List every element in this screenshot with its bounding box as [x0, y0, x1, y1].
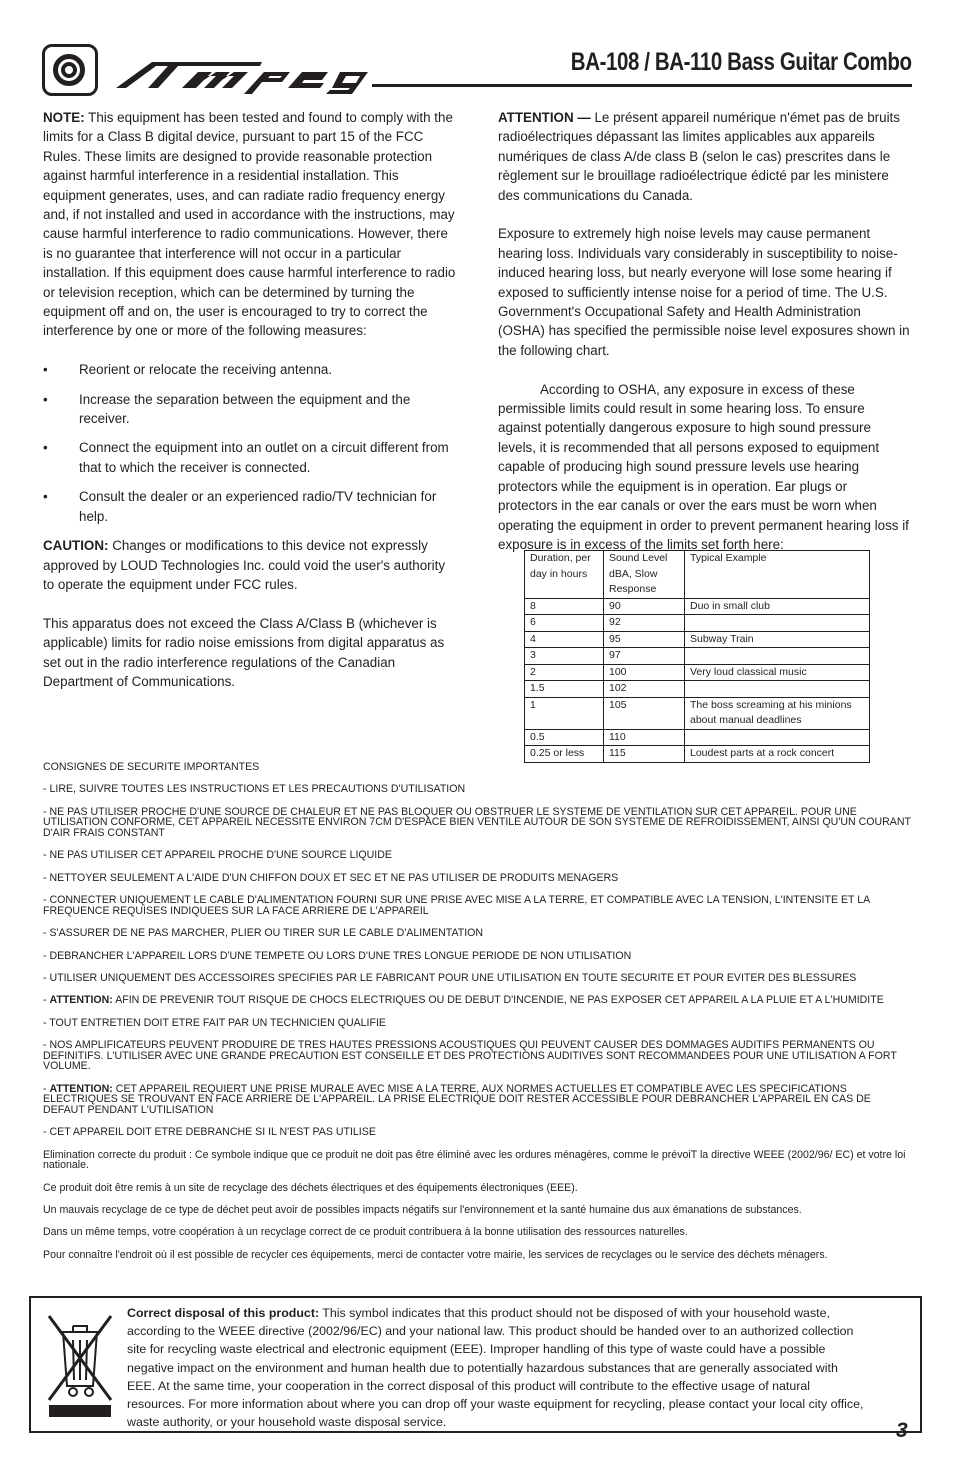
disposal-label: Correct disposal of this product:	[127, 1306, 320, 1320]
french-item: - CET APPAREIL DOIT ETRE DEBRANCHE SI IL N'EST PAS UTILISE	[43, 1126, 376, 1139]
list-item: • Connect the equipment into an outlet on a circuit different from that to which the receiver is connected.	[43, 440, 449, 475]
french-paragraph: Ce produit doit être remis à un site de recyclage des déchets électriques et des équipements électroniques (EEE).	[43, 1181, 578, 1194]
french-item: - ATTENTION: AFIN DE PREVENIR TOUT RISQUE DE CHOCS ELECTRIQUES OU DE DEBUT D'INCENDIE, NE PAS EXPOSER CET APPAREIL A LA PLUIE ET A L'HUMIDITE	[43, 994, 884, 1007]
note-text: This equipment has been tested and found to comply with the limits for a Class B digital device, pursuant to part 15 of the FCC Rules. These limits are designed to provide reasonable protection against harmful interference in a residential installation. This equipment generates, uses, and can radiate radio frequency energy and, if not installed and used in accordance with the instructions, may cause harmful interference to radio communications. However, there is no guarantee that interference will not occur in a particular installation. If this equipment does cause harmful interference to radio or television reception, which can be determined by turning the equipment off and on, the user is encouraged to try to correct the interference by one or more of the following measures:	[43, 110, 456, 339]
french-paragraph: Dans un même temps, votre coopération à un recyclage correct de ce produit contribuera à la bonne utilisation des ressources naturelles.	[43, 1226, 688, 1239]
exposure-paragraph: Exposure to extremely high noise levels may cause permanent hearing loss. Individuals vary considerably in susceptibility to noise-induced hearing loss, but nearly everyone will lose some hearing if exposed to sufficiently intense noise for a period of time. The U.S. Government's Occupational Safety and Health Administration (OSHA) has specified the permissible noise level exposures shown in the following chart.	[498, 226, 910, 358]
ampeg-wordmark	[112, 52, 432, 96]
french-paragraph: Pour connaître l'endroit où il est possible de recycler ces équipements, merci de contacter votre mairie, les services de recyclages ou le service des déchets ménagers.	[43, 1248, 828, 1261]
page-title: BA-108 / BA-110 Bass Guitar Combo	[571, 48, 912, 76]
apparatus-paragraph: This apparatus does not exceed the Class A/Class B (whichever is applicable) limits for radio noise emissions from digital apparatus as set out in the radio interference regulations of the Canadian Department of Communications.	[43, 615, 445, 689]
osha-paragraph: According to OSHA, any exposure in excess of these permissible limits could result in some hearing loss. To ensure against potentially dangerous exposure to high sound pressure levels, it is recommended that all persons exposed to equipment capable of producing high sound pressure levels use hearing protectors while the equipment is in operation. Ear plugs or protectors in the ear canals or over the ears must be worn when operating the equipment in order to prevent permanent hearing loss if exposure is in excess of the limits set forth here:	[498, 381, 909, 552]
fcc-note	[43, 108, 459, 341]
fcc-measures-list	[43, 360, 459, 526]
ampeg-logo-icon	[42, 44, 98, 96]
table-row: 8 90 Duo in small club	[525, 598, 870, 615]
disposal-notice-box	[29, 1296, 922, 1433]
french-item: - NE PAS UTILISER CET APPAREIL PROCHE D'UNE SOURCE LIQUIDE	[43, 849, 392, 862]
disposal-body: This symbol indicates that this product should not be disposed of with your household waste, according to the WEEE directive (2002/96/EC) and your national law. This product should be handed over to an authorized collection site for recycling waste electrical and electronic equipment (EEE). Improper handling of this type of waste could have a possible negative impact on the environment and human health due to potentially hazardous substances that are generally associated with EEE. At the same time, your cooperation in the correct disposal of this product will contribute to the effective usage of natural resources. For more information about where you can drop off your waste equipment for recycling, please contact your local city office, waste authority, or your household waste disposal service.	[127, 1306, 864, 1430]
bullet-icon: •	[43, 391, 48, 407]
bullet-icon: •	[43, 489, 48, 505]
table-row: 3 97	[525, 648, 870, 665]
list-item: • Consult the dealer or an experienced radio/TV technician for help.	[43, 489, 437, 524]
page-header	[42, 44, 912, 100]
list-item: • Reorient or relocate the receiving antenna.	[43, 360, 459, 379]
french-item: - NETTOYER SEULEMENT A L'AIDE D'UN CHIFFON DOUX ET SEC ET NE PAS UTILISER DE PRODUITS MENAGERS	[43, 871, 619, 884]
table-header-cell: Sound Level dBA, Slow Response	[604, 551, 685, 599]
attention-text: Le présent appareil numérique n'émet pas de bruits radioélectriques dépassant las limites applicables aux appareils numériques de class A/de class B (selon le cas) prescrites dans le règlement sur le brouillage radioélectrique édicté par les ministere des communications du Canada.	[498, 110, 900, 203]
bullet-icon: •	[43, 440, 48, 456]
table-row: 1 105 The boss screaming at his minions about manual deadlines	[525, 697, 870, 729]
french-item: - ATTENTION: CET APPAREIL REQUIERT UNE PRISE MURALE AVEC MISE A LA TERRE, AUX NORMES ACTUELLES ET COMPATIBLE AVEC LES SPECIFICATIONS ELECTRIQUES SE TROUVANT EN FACE ARRIERE DE L'APPAREIL. LA PRISE ELECTRIQUE DOIT RESTER ACCESSIBLE POUR DEBRANCHER L'APPAREIL EN CAS DE DEFAUT PENDANT L'UTILISATION	[43, 1082, 871, 1116]
table-row: 0.5 110	[525, 729, 870, 746]
caution-text: Changes or modifications to this device not expressly approved by LOUD Technologies Inc. could void the user's authority to operate the equipment under FCC rules.	[43, 538, 446, 592]
right-column	[498, 108, 910, 574]
french-item: - S'ASSURER DE NE PAS MARCHER, PLIER OU TIRER SUR LE CABLE D'ALIMENTATION	[43, 927, 484, 940]
french-item: - UTILISER UNIQUEMENT DES ACCESSOIRES SPECIFIES PAR LE FABRICANT POUR UNE UTILISATION EN TOUTE SECURITE ET POUR EVITER DES BLESSURES	[43, 971, 857, 984]
table-row: 2 100 Very loud classical music	[525, 664, 870, 681]
attention-paragraph	[498, 108, 910, 205]
french-paragraph: Elimination correcte du produit : Ce symbole indique que ce produit ne doit pas être éliminé avec les ordures ménagères, comme le prévoiT la directive WEEE (2002/96/ EC) et votre loi nationale.	[43, 1148, 906, 1172]
title-rule	[372, 84, 912, 87]
french-item: - CONNECTER UNIQUEMENT LE CABLE D'ALIMENTATION FOURNI SUR UNE PRISE AVEC MISE A LA TERRE, ET COMPATIBLE AVEC LA TENSION, L'INTENSITE ET LA FREQUENCE REQUISES INDIQUEES SUR LA FACE ARRIERE DE L'APPAREIL	[43, 894, 870, 917]
table-row: 0.25 or less 115 Loudest parts at a rock concert	[525, 746, 870, 763]
table-row: 1.5 102	[525, 681, 870, 698]
bullet-icon: •	[43, 362, 48, 378]
french-item: - LIRE, SUIVRE TOUTES LES INSTRUCTIONS ET LES PRECAUTIONS D'UTILISATION	[43, 783, 466, 796]
noise-exposure-table	[524, 550, 870, 763]
disposal-text	[127, 1304, 869, 1431]
caution-label: CAUTION:	[43, 538, 109, 554]
table-header-row	[525, 551, 870, 599]
table-header-cell: Duration, per day in hours	[525, 551, 604, 599]
weee-crossed-bin-icon	[43, 1308, 117, 1418]
caution-paragraph	[43, 536, 459, 594]
french-paragraph: Un mauvais recyclage de ce type de déchet peut avoir de possibles impacts négatifs sur l'environnement et la santé humaine dus aux émanations de substances.	[43, 1204, 802, 1216]
french-item: - NOS AMPLIFICATEURS PEUVENT PRODUIRE DE TRES HAUTES PRESSIONS ACOUSTIQUES QUI PEUVENT CAUSER DES DOMMAGES AUDITIFS PERMANENTS OU DEFINITIFS. L'UTILISER AVEC UNE GRANDE PRECAUTION EST CONSEILLE ET DES PROTECTIONS AUDITIVES SONT RECOMMANDEES POUR UNE UTILISATION A FORT VOLUME.	[43, 1039, 897, 1073]
table-row: 4 95 Subway Train	[525, 631, 870, 648]
list-item: • Increase the separation between the equipment and the receiver.	[43, 391, 411, 427]
page-number: 3	[896, 1419, 908, 1442]
note-label: NOTE:	[43, 110, 85, 125]
left-column	[43, 108, 459, 711]
attention-label: ATTENTION —	[498, 110, 591, 125]
french-heading: CONSIGNES DE SECURITE IMPORTANTES	[43, 761, 260, 773]
table-header-cell: Typical Example	[685, 551, 870, 599]
table-row: 6 92	[525, 615, 870, 632]
french-item: - TOUT ENTRETIEN DOIT ETRE FAIT PAR UN TECHNICIEN QUALIFIE	[43, 1016, 386, 1029]
french-item: - DEBRANCHER L'APPAREIL LORS D'UNE TEMPETE OU LORS D'UNE TRES LONGUE PERIODE DE NON UTILISATION	[43, 949, 632, 962]
french-item: - NE PAS UTILISER PROCHE D'UNE SOURCE DE CHALEUR ET NE PAS BLOQUER OU OBSTRUER LE SYSTEME DE VENTILATION SUR CET APPAREIL. POUR UNE UTILISATION CONFORME, CET APPAREIL NECESSITE ENVIRON 7CM D'ESPACE BIEN VENTILE AUTOUR DE SON SYSTEME DE REFROIDISSEMENT, AINSI QU'UN COURANT D'AIR FRAIS CONSTANT	[43, 805, 911, 839]
french-safety-instructions	[43, 762, 911, 1272]
